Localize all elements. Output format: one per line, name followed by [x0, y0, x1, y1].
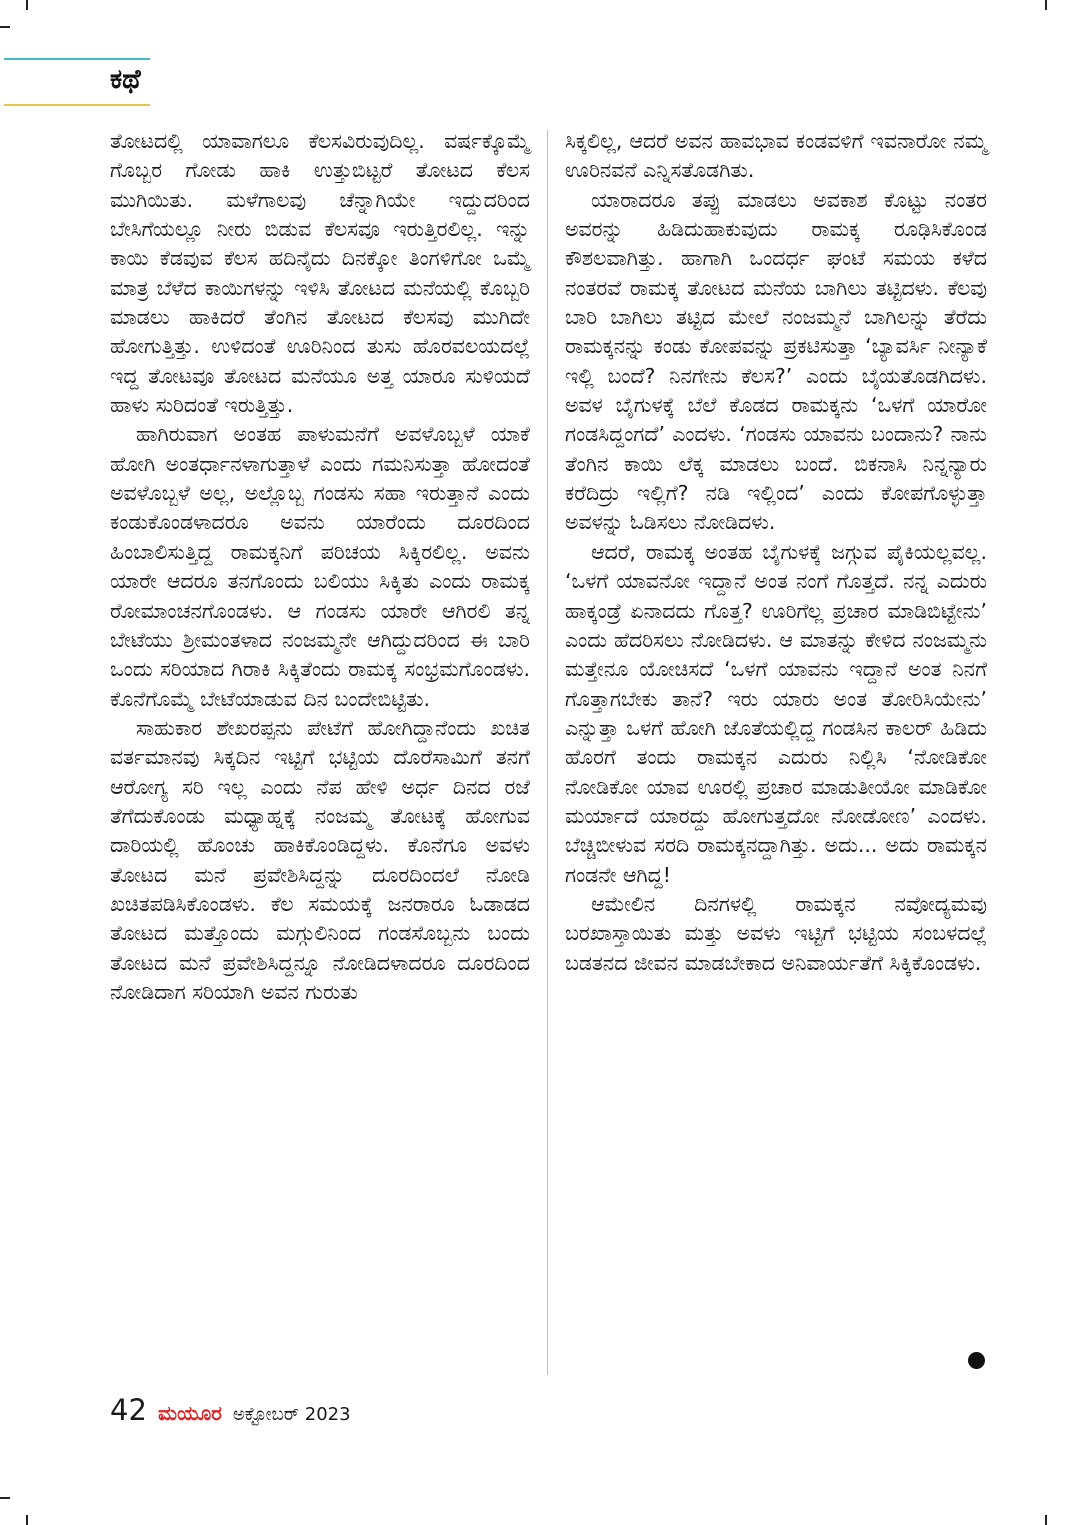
header-rule-top	[4, 58, 150, 60]
paragraph: ಸಿಕ್ಕಲಿಲ್ಲ, ಆದರೆ ಅವನ ಹಾವಭಾವ ಕಂಡವಳಿಗೆ ಇವನಾರೋ ನಮ್ಮ ಊರಿನವನೆ ಎನ್ನಿಸತೊಡಗಿತು.	[565, 129, 987, 183]
left-column	[110, 127, 530, 1007]
crop-mark	[1045, 0, 1047, 10]
column-divider	[547, 130, 548, 1375]
crop-mark	[26, 1515, 28, 1525]
page-footer	[110, 1393, 351, 1427]
paragraph: ತೋಟದಲ್ಲಿ ಯಾವಾಗಲೂ ಕೆಲಸವಿರುವುದಿಲ್ಲ. ವರ್ಷಕ್ಕೊಮ್ಮೆ ಗೊಬ್ಬರ ಗೋಡು ಹಾಕಿ ಉತ್ತುಬಿಟ್ಟರೆ ತೋಟದ ಕೆಲಸ ಮುಗಿಯಿತು. ಮಳೆಗಾಲವು ಚೆನ್ನಾಗಿಯೇ ಇದ್ದುದರಿಂದ ಬೇಸಿಗೆಯಲ್ಲೂ ನೀರು ಬಿಡುವ ಕೆಲಸವೂ ಇರುತ್ತಿರಲಿಲ್ಲ. ಇನ್ನು ಕಾಯಿ ಕೆಡವುವ ಕೆಲಸ ಹದಿನೈದು ದಿನಕ್ಕೋ ತಿಂಗಳಿಗೋ ಒಮ್ಮೆ ಮಾತ್ರ ಬೆಳೆದ ಕಾಯಿಗಳನ್ನು ಇಳಿಸಿ ತೋಟದ ಮನೆಯಲ್ಲಿ ಕೊಬ್ಬರಿ ಮಾಡಲು ಹಾಕಿದರೆ ತೆಂಗಿನ ತೋಟದ ಕೆಲಸವು ಮುಗಿದೇ ಹೋಗುತ್ತಿತ್ತು. ಉಳಿದಂತೆ ಊರಿನಿಂದ ತುಸು ಹೊರವಲಯದಲ್ಲೆ ಇದ್ದ ತೋಟವೂ ತೋಟದ ಮನೆಯೂ ಅತ್ತ ಯಾರೂ ಸುಳಿಯದೆ ಹಾಳು ಸುರಿದಂತೆ ಇರುತ್ತಿತ್ತು.	[110, 129, 530, 418]
crop-mark	[0, 26, 10, 28]
crop-mark	[0, 1497, 10, 1499]
right-column	[565, 127, 987, 978]
paragraph: ಆದರೆ, ರಾಮಕ್ಕ ಅಂತಹ ಬೈಗುಳಕ್ಕೆ ಜಗ್ಗುವ ಪೈಕಿಯಲ್ಲವಲ್ಲ. ‘ಒಳಗೆ ಯಾವನೋ ಇದ್ದಾನೆ ಅಂತ ನಂಗೆ ಗೊತ್ತದೆ. ನನ್ನ ಎದುರು ಹಾಕ್ಕಂಡ್ರೆ ಏನಾದದು ಗೊತ್ತ? ಊರಿಗೆಲ್ಲ ಪ್ರಚಾರ ಮಾಡಿಬಿಟ್ಟೇನು’ ಎಂದು ಹೆದರಿಸಲು ನೋಡಿದಳು. ಆ ಮಾತನ್ನು ಕೇಳಿದ ನಂಜಮ್ಮನು ಮತ್ತೇನೂ ಯೋಚಿಸದೆ ‘ಒಳಗೆ ಯಾವನು ಇದ್ದಾನೆ ಅಂತ ನಿನಗೆ ಗೊತ್ತಾಗಬೇಕು ತಾನೆ? ಇರು ಯಾರು ಅಂತ ತೋರಿಸಿಯೇನು’ ಎನ್ನುತ್ತಾ ಒಳಗೆ ಹೋಗಿ ಜೊತೆಯಲ್ಲಿದ್ದ ಗಂಡಸಿನ ಕಾಲರ್ ಹಿಡಿದು ಹೊರಗೆ ತಂದು ರಾಮಕ್ಕನ ಎದುರು ನಿಲ್ಲಿಸಿ ‘ನೋಡಿಕೋ ನೋಡಿಕೋ ಯಾವ ಊರಲ್ಲಿ ಪ್ರಚಾರ ಮಾಡುತೀಯೋ ಮಾಡಿಕೋ ಮರ್ಯಾದೆ ಯಾರದ್ದು ಹೋಗುತ್ತದೋ ನೋಡೋಣ’ ಎಂದಳು. ಬೆಚ್ಚಿಬೀಳುವ ಸರದಿ ರಾಮಕ್ಕನದ್ದಾಗಿತ್ತು. ಅದು... ಅದು ರಾಮಕ್ಕನ ಗಂಡನೇ ಆಗಿದ್ದ!	[565, 539, 987, 887]
paragraph: ಯಾರಾದರೂ ತಪ್ಪು ಮಾಡಲು ಅವಕಾಶ ಕೊಟ್ಟು ನಂತರ ಅವರನ್ನು ಹಿಡಿದುಹಾಕುವುದು ರಾಮಕ್ಕ ರೂಢಿಸಿಕೊಂಡ ಕೌಶಲವಾಗಿತ್ತು. ಹಾಗಾಗಿ ಒಂದರ್ಧ ಘಂಟೆ ಸಮಯ ಕಳೆದ ನಂತರವೆ ರಾಮಕ್ಕ ತೋಟದ ಮನೆಯ ಬಾಗಿಲು ತಟ್ಟಿದಳು. ಕೆಲವು ಬಾರಿ ಬಾಗಿಲು ತಟ್ಟಿದ ಮೇಲೆ ನಂಜಮ್ಮನೆ ಬಾಗಿಲನ್ನು ತೆರೆದು ರಾಮಕ್ಕನನ್ನು ಕಂಡು ಕೋಪವನ್ನು ಪ್ರಕಟಿಸುತ್ತಾ ‘ಬ್ಯಾವರ್ಸಿ ನೀನ್ಯಾಕೆ ಇಲ್ಲಿ ಬಂದೆ? ನಿನಗೇನು ಕೆಲಸ?’ ಎಂದು ಬೈಯತೊಡಗಿದಳು. ಅವಳ ಬೈಗುಳಕ್ಕೆ ಬೆಲೆ ಕೊಡದ ರಾಮಕ್ಕನು ‘ಒಳಗೆ ಯಾರೋ ಗಂಡಸಿದ್ದಂಗದೆ’ ಎಂದಳು. ‘ಗಂಡಸು ಯಾವನು ಬಂದಾನು? ನಾನು ತೆಂಗಿನ ಕಾಯಿ ಲೆಕ್ಕ ಮಾಡಲು ಬಂದೆ. ಬಿಕನಾಸಿ ನಿನ್ನನ್ಯಾರು ಕರೆದಿದ್ರು ಇಲ್ಲಿಗೆ? ನಡಿ ಇಲ್ಲಿಂದ’ ಎಂದು ಕೋಪಗೊಳ್ಳುತ್ತಾ ಅವಳನ್ನು ಓಡಿಸಲು ನೋಡಿದಳು.	[565, 187, 987, 535]
magazine-logo: ಮಯೂರ	[158, 1401, 222, 1425]
crop-mark	[1045, 1515, 1047, 1525]
page-number: 42	[110, 1393, 147, 1427]
paragraph: ಆಮೇಲಿನ ದಿನಗಳಲ್ಲಿ ರಾಮಕ್ಕನ ನವೋದ್ಯಮವು ಬರಖಾಸ್ತಾಯಿತು ಮತ್ತು ಅವಳು ಇಟ್ಟಿಗೆ ಭಟ್ಟಿಯ ಸಂಬಳದಲ್ಲೆ ಬಡತನದ ಜೀವನ ಮಾಡಬೇಕಾದ ಅನಿವಾರ್ಯತೆಗೆ ಸಿಕ್ಕಿಕೊಂಡಳು.	[565, 891, 987, 975]
crop-mark	[26, 0, 28, 10]
end-of-story-bullet-icon	[968, 1352, 985, 1369]
paragraph: ಹಾಗಿರುವಾಗ ಅಂತಹ ಪಾಳುಮನೆಗೆ ಅವಳೊಬ್ಬಳೆ ಯಾಕೆ ಹೋಗಿ ಅಂತರ್ಧಾನಳಾಗುತ್ತಾಳೆ ಎಂದು ಗಮನಿಸುತ್ತಾ ಹೋದಂತೆ ಅವಳೊಬ್ಬಳೆ ಅಲ್ಲ, ಅಲ್ಲೊಬ್ಬ ಗಂಡಸು ಸಹಾ ಇರುತ್ತಾನೆ ಎಂದು ಕಂಡುಕೊಂಡಳಾದರೂ ಅವನು ಯಾರೆಂದು ದೂರದಿಂದ ಹಿಂಬಾಲಿಸುತ್ತಿದ್ದ ರಾಮಕ್ಕನಿಗೆ ಪರಿಚಯ ಸಿಕ್ಕಿರಲಿಲ್ಲ. ಅವನು ಯಾರೇ ಆದರೂ ತನಗೊಂದು ಬಲಿಯು ಸಿಕ್ಕಿತು ಎಂದು ರಾಮಕ್ಕ ರೋಮಾಂಚನಗೊಂಡಳು. ಆ ಗಂಡಸು ಯಾರೇ ಆಗಿರಲಿ ತನ್ನ ಬೇಟೆಯು ಶ್ರೀಮಂತಳಾದ ನಂಜಮ್ಮನೇ ಆಗಿದ್ದುದರಿಂದ ಈ ಬಾರಿ ಒಂದು ಸರಿಯಾದ ಗಿರಾಕಿ ಸಿಕ್ಕಿತೆಂದು ರಾಮಕ್ಕ ಸಂಭ್ರಮಗೊಂಡಳು. ಕೊನೆಗೊಮ್ಮೆ ಬೇಟೆಯಾಡುವ ದಿನ ಬಂದೇಬಿಟ್ಟಿತು.	[110, 422, 530, 711]
header-rule-bottom	[4, 104, 150, 106]
paragraph: ಸಾಹುಕಾರ ಶೇಖರಪ್ಪನು ಪೇಟೆಗೆ ಹೋಗಿದ್ದಾನೆಂದು ಖಚಿತ ವರ್ತಮಾನವು ಸಿಕ್ಕದಿನ ಇಟ್ಟಿಗೆ ಭಟ್ಟಿಯ ದೊರೆಸಾಮಿಗೆ ತನಗೆ ಆರೋಗ್ಯ ಸರಿ ಇಲ್ಲ ಎಂದು ನೆಪ ಹೇಳಿ ಅರ್ಧ ದಿನದ ರಜೆ ತೆಗೆದುಕೊಂಡು ಮಧ್ಯಾಹ್ನಕ್ಕೆ ನಂಜಮ್ಮ ತೋಟಕ್ಕೆ ಹೋಗುವ ದಾರಿಯಲ್ಲಿ ಹೊಂಚು ಹಾಕಿಕೊಂಡಿದ್ದಳು. ಕೊನೆಗೂ ಅವಳು ತೋಟದ ಮನೆ ಪ್ರವೇಶಿಸಿದ್ದನ್ನು ದೂರದಿಂದಲೆ ನೋಡಿ ಖಚಿತಪಡಿಸಿಕೊಂಡಳು. ಕೆಲ ಸಮಯಕ್ಕೆ ಜನರಾರೂ ಓಡಾಡದ ತೋಟದ ಮತ್ತೊಂದು ಮಗ್ಗುಲಿನಿಂದ ಗಂಡಸೊಬ್ಬನು ಬಂದು ತೋಟದ ಮನೆ ಪ್ರವೇಶಿಸಿದ್ದನ್ನೂ ನೋಡಿದಳಾದರೂ ದೂರದಿಂದ ನೋಡಿದಾಗ ಸರಿಯಾಗಿ ಅವನ ಗುರುತು	[110, 715, 530, 1004]
section-label: ಕಥೆ	[110, 64, 141, 95]
issue-date: ಅಕ್ಟೋಬರ್ 2023	[232, 1404, 351, 1425]
